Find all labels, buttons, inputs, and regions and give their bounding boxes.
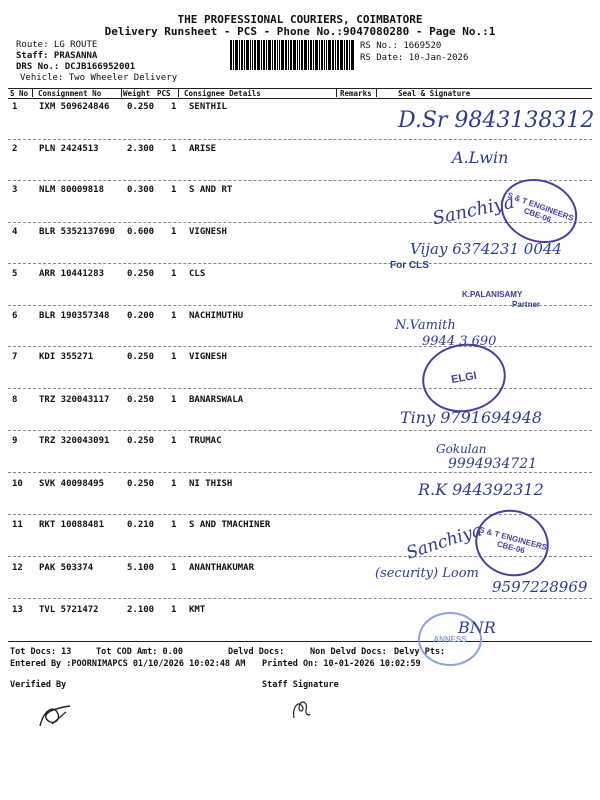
row-pcs: 1: [171, 269, 177, 279]
signature-row-6-phone: 9944 3 690: [422, 334, 497, 349]
row-consignment-no: IXM 509624846: [39, 102, 110, 112]
col-pcs: PCS: [157, 89, 171, 98]
row-weight: 0.300: [127, 185, 155, 195]
route-label: Route: LG ROUTE: [16, 40, 98, 50]
row-weight: 0.250: [127, 479, 155, 489]
row-weight: 0.200: [127, 311, 155, 321]
signature-row-12: (security) Loom: [375, 566, 479, 581]
row-sno: 4: [12, 227, 18, 237]
signature-row-1: D.Sr 9843138312: [398, 108, 595, 133]
row-consignee: ARISE: [189, 144, 217, 154]
row-consignee: NI THISH: [189, 479, 233, 489]
delivery-points: Delvy Pts:: [394, 647, 446, 657]
row-consignment-no: PLN 2424513: [39, 144, 99, 154]
row-pcs: 1: [171, 352, 177, 362]
row-consignment-no: SVK 40098495: [39, 479, 105, 489]
verified-by-label: Verified By: [10, 680, 67, 690]
row-sno: 3: [12, 185, 18, 195]
signature-row-8: Tiny 9791694948: [400, 408, 543, 427]
signature-row-10: R.K 944392312: [418, 480, 544, 499]
signature-row-5-role: Partner: [512, 300, 541, 309]
row-sno: 13: [12, 605, 23, 615]
rs-date-label: RS Date: 10-Jan-2026: [360, 53, 469, 63]
row-pcs: 1: [171, 479, 177, 489]
total-cod-amount: Tot COD Amt: 0.00: [96, 647, 183, 657]
signature-row-4: Vijay 6374231 0044: [410, 240, 562, 258]
row-consignee: KMT: [189, 605, 206, 615]
row-pcs: 1: [171, 185, 177, 195]
row-consignee: CLS: [189, 269, 206, 279]
row-consignee: VIGNESH: [189, 227, 227, 237]
row-pcs: 1: [171, 144, 177, 154]
row-consignment-no: BLR 5352137690: [39, 227, 115, 237]
row-weight: 0.250: [127, 102, 155, 112]
staff-label: Staff: PRASANNA: [16, 51, 98, 61]
non-delivered-docs: Non Delvd Docs:: [310, 647, 387, 657]
signature-row-13: BNR: [458, 618, 496, 637]
rs-no-label: RS No.: 1669520: [360, 41, 442, 51]
row-sno: 9: [12, 436, 18, 446]
total-docs: Tot Docs: 13: [10, 647, 72, 657]
row-pcs: 1: [171, 311, 177, 321]
row-weight: 2.300: [127, 144, 155, 154]
signature-row-5-for: For CLS: [390, 260, 429, 271]
barcode-image: [230, 40, 354, 70]
row-sno: 7: [12, 352, 18, 362]
stamp-row-7: ELGI: [417, 337, 512, 419]
row-weight: 0.600: [127, 227, 155, 237]
row-weight: 2.100: [127, 605, 155, 615]
row-consignment-no: KDI 355271: [39, 352, 94, 362]
row-sno: 10: [12, 479, 23, 489]
drs-no-label: DRS No.: DCJB166952001: [16, 62, 136, 72]
row-weight: 5.100: [127, 563, 155, 573]
staff-signature-label: Staff Signature: [262, 680, 339, 690]
row-weight: 0.210: [127, 520, 155, 530]
delivered-docs: Delvd Docs:: [228, 647, 285, 657]
row-consignee: S AND TMACHINER: [189, 520, 271, 530]
col-consignee: Consignee Details: [184, 89, 261, 98]
row-consignee: BANARSWALA: [189, 395, 244, 405]
row-pcs: 1: [171, 563, 177, 573]
row-sno: 8: [12, 395, 18, 405]
signature-row-9-phone: 9994934721: [448, 456, 538, 472]
entered-by: Entered By :POORNIMAPCS 01/10/2026 10:02:48 AM: [10, 659, 246, 669]
col-consignment: Consignment No: [38, 89, 102, 98]
row-pcs: 1: [171, 520, 177, 530]
row-weight: 0.250: [127, 352, 155, 362]
row-weight: 0.250: [127, 395, 155, 405]
row-weight: 0.250: [127, 436, 155, 446]
stamp-row-3: S & T ENGINEERS CBE-06: [492, 169, 587, 254]
row-consignee: S AND RT: [189, 185, 233, 195]
stamp-row-13: ANNESS: [418, 612, 482, 666]
signature-row-9: Gokulan: [436, 442, 487, 456]
row-pcs: 1: [171, 436, 177, 446]
row-consignee: ANANTHAKUMAR: [189, 563, 255, 573]
row-pcs: 1: [171, 395, 177, 405]
runsheet-subtitle: Delivery Runsheet - PCS - Phone No.:9047080280 - Page No.:1: [104, 25, 496, 38]
printed-on: Printed On: 10-01-2026 10:02:59: [262, 659, 421, 669]
row-pcs: 1: [171, 102, 177, 112]
col-sno: S No: [10, 89, 29, 98]
signature-row-5-name: K.PALANISAMY: [462, 290, 523, 299]
row-consignment-no: ARR 10441283: [39, 269, 105, 279]
row-consignment-no: BLR 190357348: [39, 311, 110, 321]
company-title: THE PROFESSIONAL COURIERS, COIMBATORE: [177, 13, 423, 26]
signature-row-6: N.Vamith: [395, 318, 456, 333]
row-consignment-no: TRZ 320043091: [39, 436, 110, 446]
row-consignment-no: NLM 80009818: [39, 185, 105, 195]
row-pcs: 1: [171, 227, 177, 237]
signature-row-3: Sanchiya: [430, 191, 517, 230]
row-consignee: VIGNESH: [189, 352, 227, 362]
vehicle-label: Vehicle: Two Wheeler Delivery: [20, 73, 178, 83]
signature-row-11: Sanchiya: [403, 520, 485, 564]
col-remarks: Remarks: [340, 89, 372, 98]
staff-signature-mark: [288, 696, 314, 722]
row-sno: 11: [12, 520, 23, 530]
col-seal-signature: Seal & Signature: [398, 89, 471, 98]
row-consignment-no: TRZ 320043117: [39, 395, 110, 405]
signature-row-12-phone: 9597228969: [492, 578, 588, 596]
row-consignment-no: RKT 10088481: [39, 520, 105, 530]
row-sno: 6: [12, 311, 18, 321]
stamp-row-11: S & T ENGINEERS CBE-06: [468, 502, 557, 585]
col-weight: Weight: [123, 89, 151, 98]
verified-signature-mark: [36, 700, 76, 730]
row-consignee: NACHIMUTHU: [189, 311, 244, 321]
row-sno: 12: [12, 563, 23, 573]
row-consignee: SENTHIL: [189, 102, 227, 112]
row-sno: 2: [12, 144, 18, 154]
row-consignee: TRUMAC: [189, 436, 222, 446]
row-weight: 0.250: [127, 269, 155, 279]
signature-row-2: A.Lwin: [452, 148, 509, 167]
row-sno: 5: [12, 269, 18, 279]
row-pcs: 1: [171, 605, 177, 615]
row-consignment-no: TVL 5721472: [39, 605, 99, 615]
row-consignment-no: PAK 503374: [39, 563, 94, 573]
row-sno: 1: [12, 102, 18, 112]
